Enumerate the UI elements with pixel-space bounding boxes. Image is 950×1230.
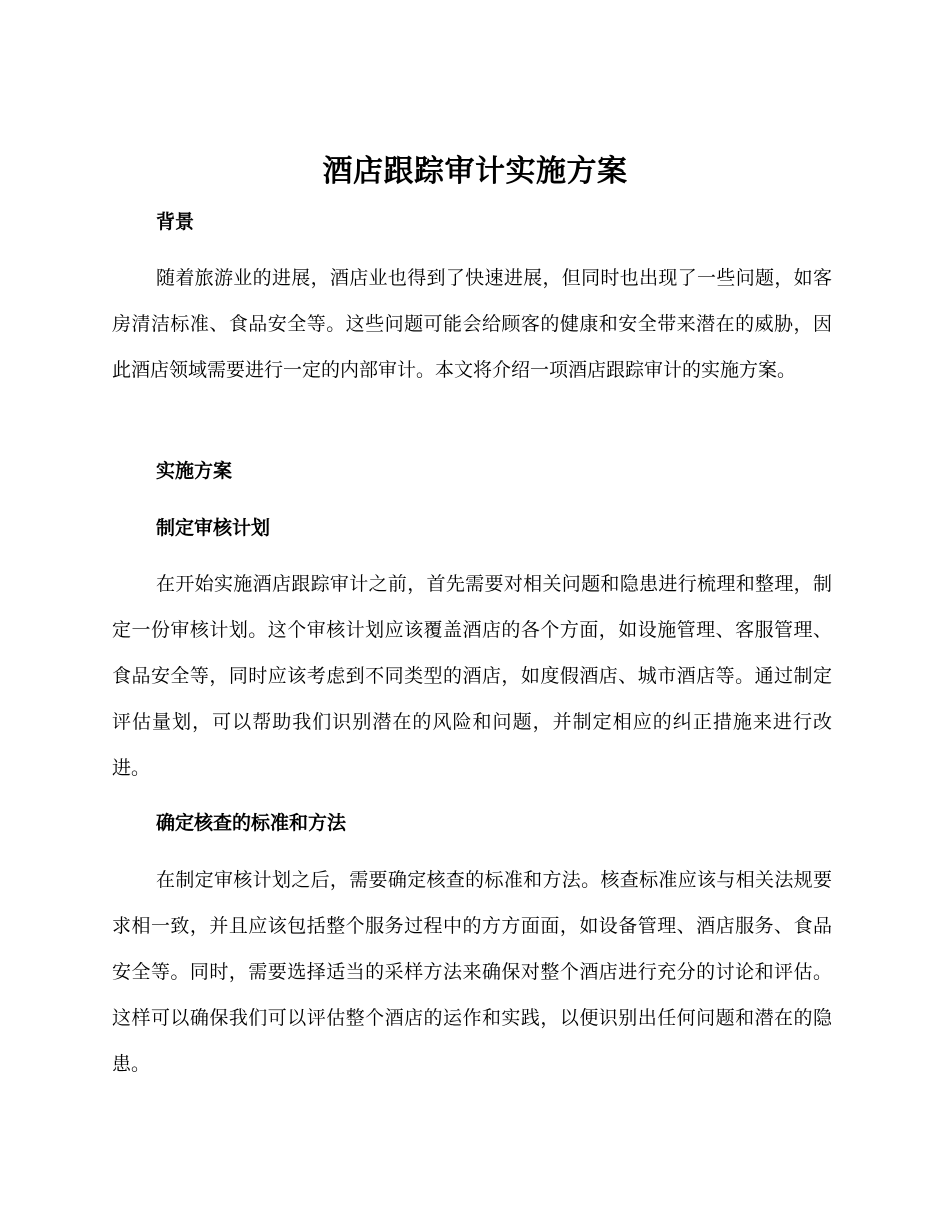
section-heading-implementation: 实施方案 bbox=[156, 460, 233, 482]
section-heading-audit-plan: 制定审核计划 bbox=[156, 517, 271, 539]
paragraph-standards-methods: 在制定审核计划之后，需要确定核查的标准和方法。核查标准应该与相关法规要求相一致，并且应该包括整个服务过程中的方方面面，如设备管理、酒店服务、食品安全等。同时，需要选择适当的采样方法来确保对整个酒店进行充分的讨论和评估。这样可以确保我们可以评估整个酒店的运作和实践，以便识别出任何问题和潜在的隐患。 bbox=[112, 869, 832, 1075]
section-heading-standards-methods: 确定核查的标准和方法 bbox=[156, 812, 347, 834]
section-heading-background: 背景 bbox=[156, 211, 195, 233]
paragraph-audit-plan: 在开始实施酒店跟踪审计之前，首先需要对相关问题和隐患进行梳理和整理，制定一份审核计划。这个审核计划应该覆盖酒店的各个方面，如设施管理、客服管理、食品安全等，同时应该考虑到不同类型的酒店，如度假酒店、城市酒店等。通过制定评估量划，可以帮助我们识别潜在的风险和问题，并制定相应的纠正措施来进行改进。 bbox=[112, 573, 832, 779]
paragraph-background: 随着旅游业的进展，酒店业也得到了快速进展，但同时也出现了一些问题，如客房清洁标准、食品安全等。这些问题可能会给顾客的健康和安全带来潜在的威胁，因此酒店领域需要进行一定的内部审计。本文将介绍一项酒店跟踪审计的实施方案。 bbox=[112, 267, 832, 381]
document-title: 酒店跟踪审计实施方案 bbox=[322, 154, 628, 189]
